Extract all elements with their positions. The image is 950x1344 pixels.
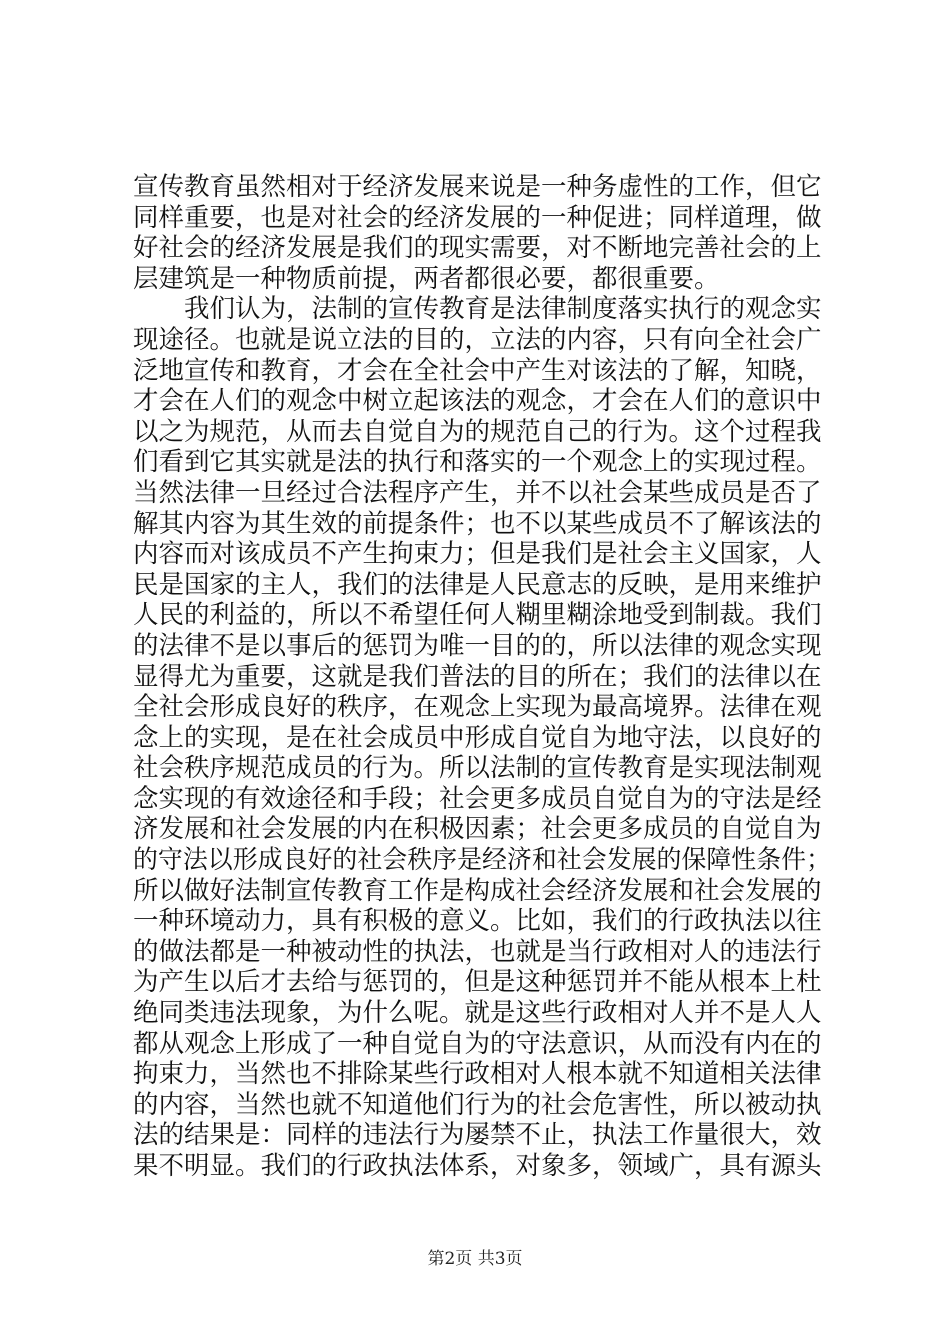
text-line: 当然法律一旦经过合法程序产生，并不以社会某些成员是否了 — [133, 477, 822, 508]
text-line: 才会在人们的观念中树立起该法的观念，才会在人们的意识中 — [133, 386, 822, 417]
text-line: 显得尤为重要，这就是我们普法的目的所在；我们的法律以在 — [133, 661, 822, 692]
text-line: 人民的利益的，所以不希望任何人糊里糊涂地受到制裁。我们 — [133, 600, 822, 631]
text-line: 果不明显。我们的行政执法体系，对象多，领域广，具有源头 — [133, 1151, 822, 1181]
text-line: 一种环境动力，具有积极的意义。比如，我们的行政执法以往 — [133, 906, 822, 937]
text-line: 泛地宣传和教育，才会在全社会中产生对该法的了解，知晓， — [133, 355, 822, 386]
text-line: 所以做好法制宣传教育工作是构成社会经济发展和社会发展的 — [133, 875, 822, 906]
text-line: 层建筑是一种物质前提，两者都很必要，都很重要。 — [133, 263, 720, 294]
text-line: 们看到它其实就是法的执行和落实的一个观念上的实现过程。 — [133, 447, 822, 478]
text-line: 念实现的有效途径和手段；社会更多成员自觉自为的守法是经 — [133, 783, 822, 814]
text-line: 的法律不是以事后的惩罚为唯一目的的，所以法律的观念实现 — [133, 630, 822, 661]
text-line: 为产生以后才去给与惩罚的，但是这种惩罚并不能从根本上杜 — [133, 967, 822, 998]
text-line: 内容而对该成员不产生拘束力；但是我们是社会主义国家，人 — [133, 539, 822, 570]
text-line: 我们认为，法制的宣传教育是法律制度落实执行的观念实 — [133, 294, 822, 325]
text-line: 的做法都是一种被动性的执法，也就是当行政相对人的违法行 — [133, 936, 822, 967]
text-line: 法的结果是：同样的违法行为屡禁不止，执法工作量很大，效 — [133, 1120, 822, 1151]
text-line: 宣传教育虽然相对于经济发展来说是一种务虚性的工作，但它 — [133, 172, 822, 202]
text-line: 同样重要，也是对社会的经济发展的一种促进；同样道理，做 — [133, 202, 822, 233]
text-line: 好社会的经济发展是我们的现实需要，对不断地完善社会的上 — [133, 233, 822, 264]
text-line: 济发展和社会发展的内在积极因素；社会更多成员的自觉自为 — [133, 814, 822, 845]
text-line: 社会秩序规范成员的行为。所以法制的宣传教育是实现法制观 — [133, 753, 822, 784]
text-line: 全社会形成良好的秩序，在观念上实现为最高境界。法律在观 — [133, 692, 822, 723]
text-line: 民是国家的主人，我们的法律是人民意志的反映，是用来维护 — [133, 569, 822, 600]
text-line: 绝同类违法现象，为什么呢。就是这些行政相对人并不是人人 — [133, 998, 822, 1029]
text-line: 拘束力，当然也不排除某些行政相对人根本就不知道相关法律 — [133, 1059, 822, 1090]
text-line: 念上的实现，是在社会成员中形成自觉自为地守法，以良好的 — [133, 722, 822, 753]
text-line: 现途径。也就是说立法的目的，立法的内容，只有向全社会广 — [133, 324, 822, 355]
text-line: 的内容，当然也就不知道他们行为的社会危害性，所以被动执 — [133, 1089, 822, 1120]
page-number-footer: 第2页 共3页 — [427, 1249, 523, 1269]
text-line: 的守法以形成良好的社会秩序是经济和社会发展的保障性条件； — [133, 845, 832, 876]
text-line: 都从观念上形成了一种自觉自为的守法意识，从而没有内在的 — [133, 1028, 822, 1059]
text-line: 以之为规范，从而去自觉自为的规范自己的行为。这个过程我 — [133, 416, 822, 447]
text-line: 解其内容为其生效的前提条件；也不以某些成员不了解该法的 — [133, 508, 822, 539]
body-text — [133, 172, 831, 1182]
